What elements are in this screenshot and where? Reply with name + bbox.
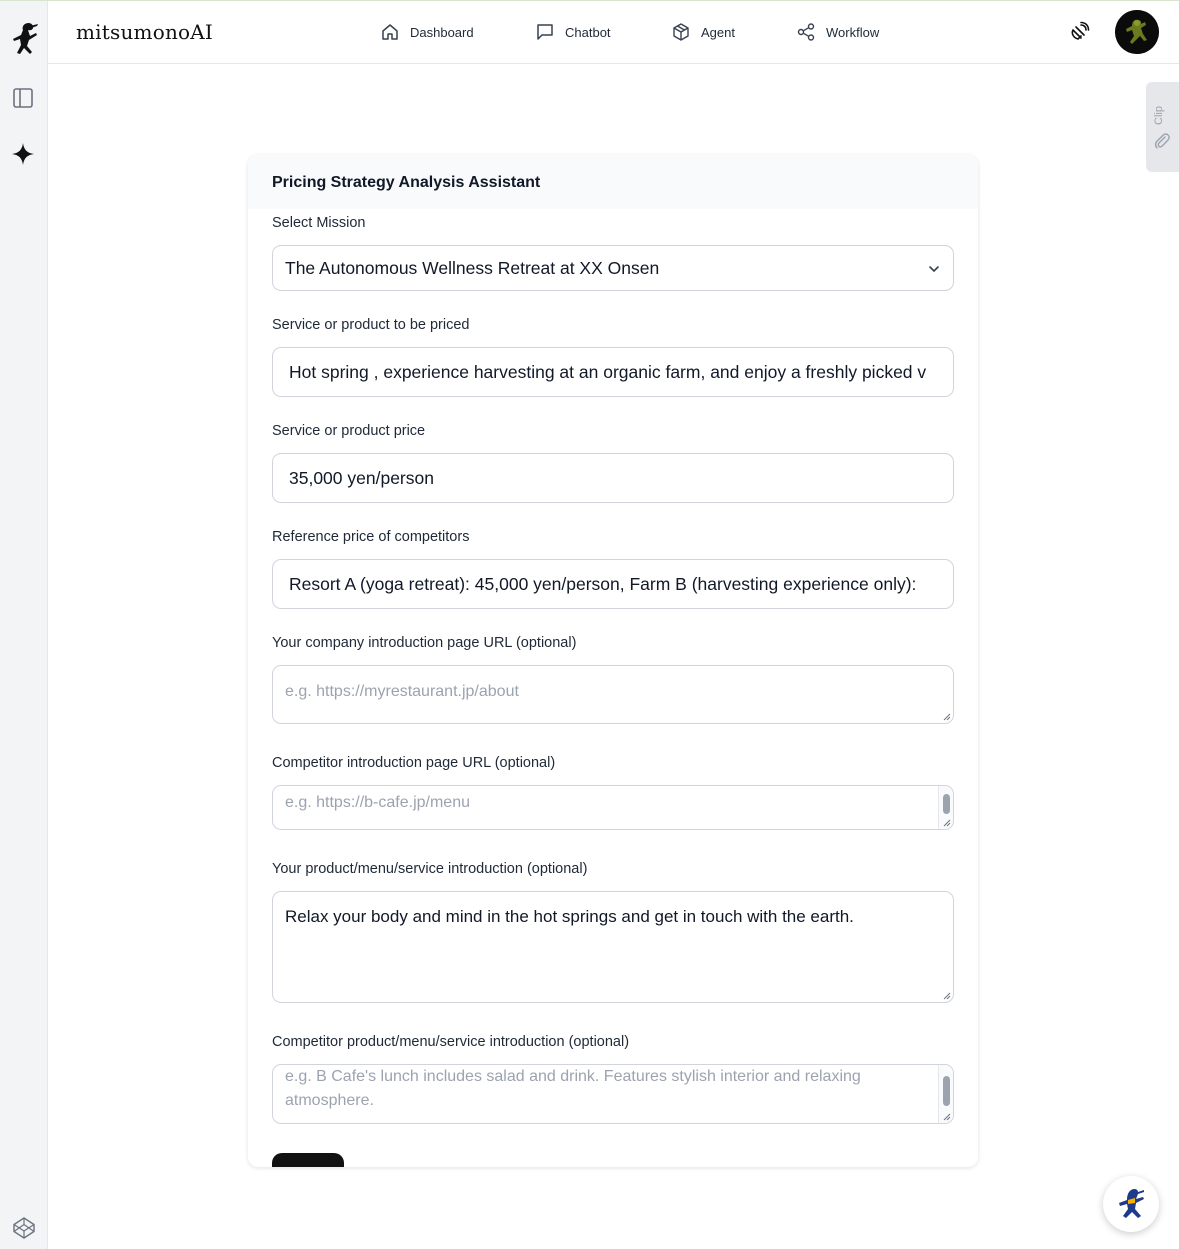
price-label: Service or product price [272, 423, 426, 439]
avatar-image [1115, 10, 1159, 54]
competitor-url-placeholder: e.g. https://b-cafe.jp/menu [285, 794, 470, 811]
sparkle-icon[interactable] [10, 141, 36, 167]
competitor-intro-label: Competitor product/menu/service introduction (optional) [272, 1034, 630, 1050]
intro-textarea-value: Relax your body and mind in the hot springs and get in touch with the earth. [285, 907, 854, 926]
price-input[interactable] [272, 453, 954, 503]
satellite-dish-icon[interactable] [1068, 21, 1090, 43]
scrollbar-thumb[interactable] [943, 1076, 950, 1106]
intro-label: Your product/menu/service introduction (optional) [272, 861, 588, 877]
nav-workflow-label: Workflow [826, 24, 880, 40]
codepen-icon[interactable] [11, 1215, 37, 1241]
nav-dashboard[interactable] [380, 19, 474, 45]
home-icon [380, 22, 400, 42]
mission-select-value: The Autonomous Wellness Retreat at XX Onsen [285, 258, 660, 278]
nav-workflow[interactable] [796, 19, 879, 45]
competitor-url-label: Competitor introduction page URL (optional) [272, 755, 556, 771]
resize-grip-icon[interactable] [943, 992, 951, 1000]
price-input-value: 35,000 yen/person [289, 468, 434, 488]
mission-select[interactable] [272, 245, 954, 291]
competitor-price-input[interactable] [272, 559, 954, 609]
product-input[interactable] [272, 347, 954, 397]
competitor-intro-placeholder: e.g. B Cafe's lunch includes salad and drink. Features stylish interior and relaxing atmosphere. [285, 1068, 861, 1109]
user-avatar[interactable] [1115, 10, 1159, 54]
product-label: Service or product to be priced [272, 317, 470, 333]
ninja-logo-icon[interactable] [8, 19, 40, 57]
assistant-chat-button[interactable] [1103, 1176, 1159, 1232]
card-title: Pricing Strategy Analysis Assistant [272, 174, 541, 191]
share-nodes-icon [796, 22, 816, 42]
resize-grip-icon[interactable] [943, 819, 951, 827]
nav-chatbot-label: Chatbot [565, 24, 611, 40]
ninja-mascot-icon [1113, 1184, 1149, 1222]
top-header [48, 1, 1179, 64]
competitor-url-textarea[interactable] [272, 785, 954, 830]
product-input-value: Hot spring , experience harvesting at an organic farm, and enjoy a freshly picked v [289, 362, 927, 382]
sidebar [0, 1, 48, 1249]
resize-grip-icon[interactable] [943, 713, 951, 721]
company-url-label: Your company introduction page URL (optional) [272, 635, 577, 651]
mission-label: Select Mission [272, 215, 366, 231]
competitor-price-label: Reference price of competitors [272, 529, 470, 545]
brand-name[interactable]: mitsumonoAI [76, 20, 214, 44]
intro-textarea[interactable] [272, 891, 954, 1003]
resize-grip-icon[interactable] [943, 1113, 951, 1121]
sidebar-toggle-icon[interactable] [12, 87, 34, 109]
chevron-down-icon [927, 262, 941, 276]
competitor-intro-textarea[interactable] [272, 1064, 954, 1124]
scrollbar-thumb[interactable] [943, 794, 950, 814]
nav-agent[interactable] [671, 19, 735, 45]
cube-icon [671, 22, 691, 42]
clip-tab[interactable] [1146, 82, 1179, 172]
clip-label: Clip [1153, 106, 1165, 125]
competitor-price-input-value: Resort A (yoga retreat): 45,000 yen/person, Farm B (harvesting experience only): [289, 574, 917, 594]
company-url-placeholder: e.g. https://myrestaurant.jp/about [285, 683, 519, 700]
nav-dashboard-label: Dashboard [410, 24, 474, 40]
card-header [248, 155, 978, 209]
company-url-textarea[interactable] [272, 665, 954, 724]
nav-agent-label: Agent [701, 24, 735, 40]
nav-chatbot[interactable] [535, 19, 611, 45]
paperclip-icon [1153, 132, 1171, 150]
chat-bubble-icon [535, 22, 555, 42]
submit-button[interactable] [272, 1153, 344, 1167]
pricing-form-card [248, 155, 978, 1167]
